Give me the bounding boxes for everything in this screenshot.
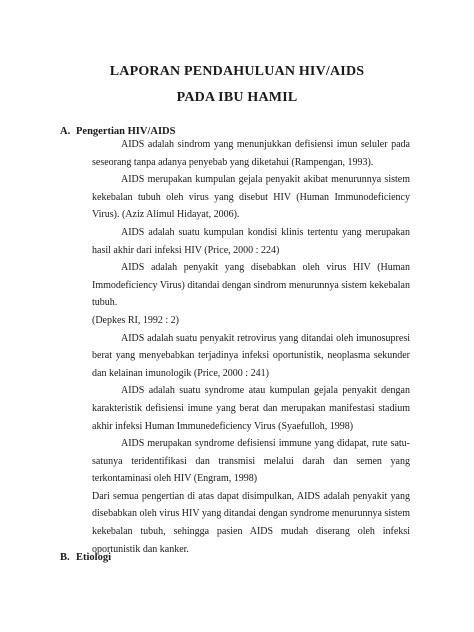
document-title-line-2: PADA IBU HAMIL xyxy=(176,90,298,105)
document-title-line-1: LAPORAN PENDAHULUAN HIV/AIDS xyxy=(109,64,365,79)
paragraph-definition-7: AIDS merupakan syndrome defisiensi immune yang didapat, rute satu-satunya teridentifikasi dan transmisi melalui darah dan semen yang terkontaminasi oleh HIV (Engram, 1998) xyxy=(92,438,410,485)
citation-depkes: (Depkes RI, 1992 : 2) xyxy=(92,314,179,326)
paragraph-definition-5: AIDS adalah suatu penyakit retrovirus yang ditandai oleh imunosupresi berat yang menyebabkan terjadinya infeksi oportunistik, neoplasma sekunder dan kelainan imunologik (Price, 2000 : 241) xyxy=(92,332,410,379)
section-b-heading xyxy=(60,552,111,563)
paragraph-definition-6: AIDS adalah suatu syndrome atau kumpulan gejala penyakit dengan karakteristik defisiensi imune yang berat dan merupakan manifestasi stadium akhir infeksi Human Immunedeficiency Virus (Syaefulloh, 1998) xyxy=(92,385,410,432)
section-a-title: Pengertian HIV/AIDS xyxy=(76,126,176,137)
section-a-number: A. xyxy=(60,126,71,137)
paragraph-definition-4: AIDS adalah penyakit yang disebabkan oleh virus HIV (Human Immodeficiency Virus) ditandai dengan sindrom menurunnya sistem kekebalan tubuh. xyxy=(92,262,410,309)
paragraph-definition-2: AIDS merupakan kumpulan gejala penyakit akibat menurunnya sistem kekebalan tubuh oleh virus yang disebut HIV (Human Immunodeficiency Virus). (Aziz Alimul Hidayat, 2006). xyxy=(92,174,410,221)
section-b-number: B. xyxy=(60,552,70,563)
section-a-body xyxy=(92,136,410,558)
paragraph-definition-3: AIDS adalah suatu kumpulan kondisi klinis tertentu yang merupakan hasil akhir dari infeksi HIV (Price, 2000 : 224) xyxy=(92,226,410,256)
paragraph-conclusion: Dari semua pengertian di atas dapat disimpulkan, AIDS adalah penyakit yang disebabkan oleh virus HIV yang ditandai dengan syndrome menurunnya sistem kekebalan tubuh, sehingga pasien AIDS mudah diserang oleh infeksi oportunistik dan kanker. xyxy=(92,490,410,555)
section-b-title: Etiologi xyxy=(76,552,112,563)
paragraph-definition-1: AIDS adalah sindrom yang menunjukkan defisiensi imun seluler pada seseorang tanpa adanya penyebab yang diketahui (Rampengan, 1993). xyxy=(92,139,410,168)
